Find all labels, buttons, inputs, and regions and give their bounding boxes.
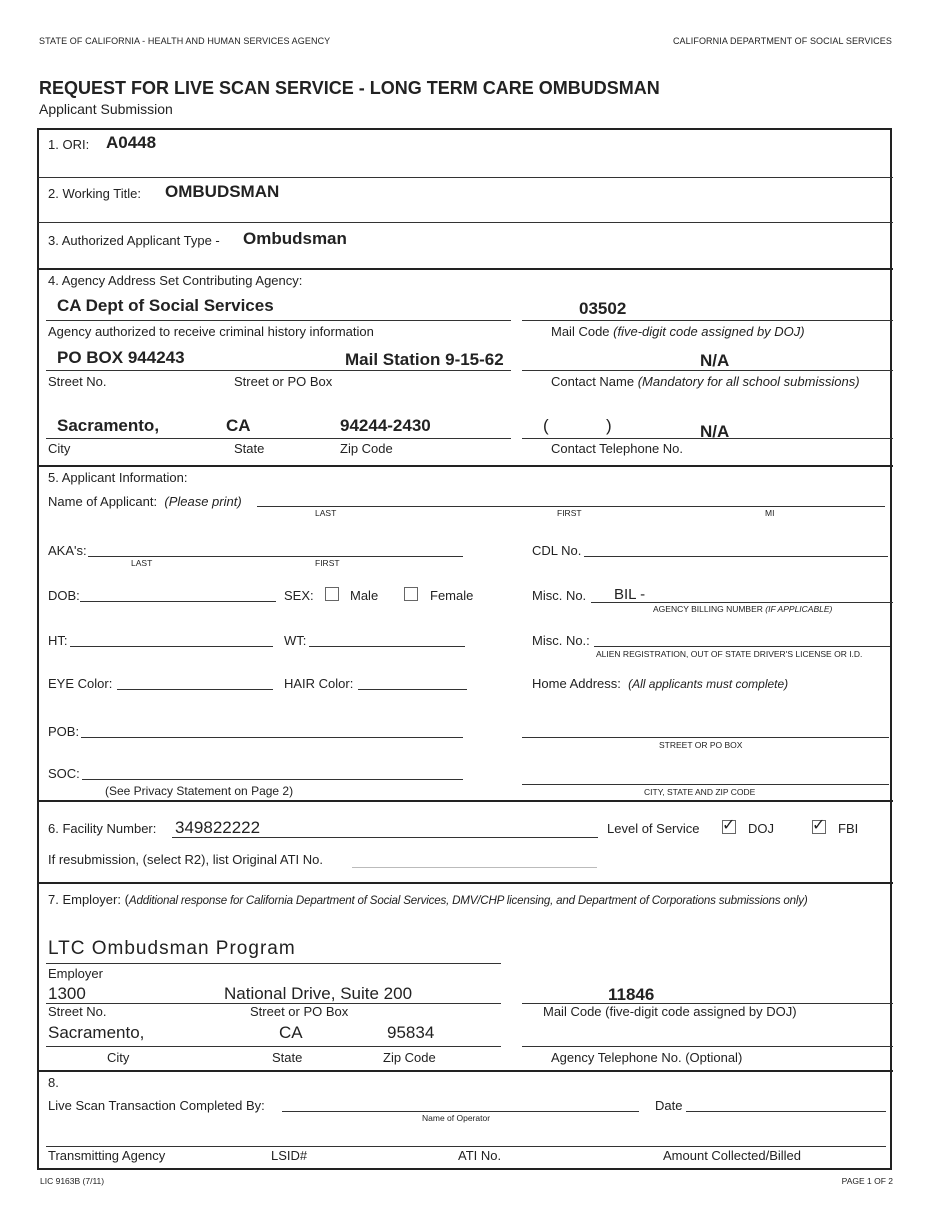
date-field[interactable] <box>686 1111 886 1112</box>
privacy-note: (See Privacy Statement on Page 2) <box>105 784 294 798</box>
employer-label: 7. Employer: (Additional response for California Department of Social Services, DMV/CHP licensing, and Department of Corporations submissions only) <box>48 892 808 907</box>
agency-address-label: 4. Agency Address Set Contributing Agency: <box>48 273 303 288</box>
weight-label: WT: <box>284 633 307 648</box>
form-subtitle: Applicant Submission <box>39 101 173 117</box>
city-value[interactable]: Sacramento, <box>57 416 160 435</box>
cdl-field[interactable] <box>584 556 888 557</box>
home-street-field[interactable] <box>522 737 889 738</box>
mi-caption: MI <box>765 508 775 518</box>
applicant-info-label: 5. Applicant Information: <box>48 470 188 485</box>
home-city-field[interactable] <box>522 784 889 785</box>
pob-field[interactable] <box>81 737 463 738</box>
phone-value[interactable]: N/A <box>700 422 730 441</box>
fbi-check-mark: ✓ <box>812 817 826 834</box>
employer-street-no-value[interactable]: 1300 <box>48 984 86 1003</box>
misc-no-2-label: Misc. No.: <box>532 633 590 648</box>
female-checkbox[interactable] <box>404 587 418 601</box>
city-underline <box>46 438 511 439</box>
street-no-caption: Street No. <box>48 374 107 389</box>
street-no-value[interactable]: PO BOX 944243 <box>57 348 185 367</box>
hair-color-label: HAIR Color: <box>284 676 354 691</box>
facility-number-value[interactable]: 349822222 <box>175 818 261 837</box>
mail-code-value[interactable]: 03502 <box>579 299 627 318</box>
street-value[interactable]: Mail Station 9-15-62 <box>345 350 504 369</box>
agency-name-caption: Agency authorized to receive criminal history information <box>48 324 374 339</box>
level-of-service-label: Level of Service <box>607 821 700 836</box>
home-address-label: Home Address: (All applicants must complete) <box>532 676 789 691</box>
applicant-type-value[interactable]: Ombudsman <box>243 229 347 248</box>
applicant-name-label: Name of Applicant: (Please print) <box>48 494 242 509</box>
zip-caption: Zip Code <box>340 441 393 456</box>
mail-code-caption: Mail Code (five-digit code assigned by DOJ) <box>551 324 805 339</box>
applicant-name-field[interactable] <box>257 506 885 507</box>
aka-last-caption: LAST <box>131 558 153 568</box>
section-divider <box>38 465 893 467</box>
male-checkbox[interactable] <box>325 587 339 601</box>
first-caption: FIRST <box>557 508 582 518</box>
employer-mail-code-caption: Mail Code (five-digit code assigned by DOJ) <box>543 1004 797 1019</box>
agency-header-left: STATE OF CALIFORNIA - HEALTH AND HUMAN SERVICES AGENCY <box>39 36 331 46</box>
aka-field[interactable] <box>88 556 463 557</box>
phone-paren-close: ) <box>606 416 612 435</box>
billing-number-caption: AGENCY BILLING NUMBER (IF APPLICABLE) <box>653 604 833 614</box>
section-divider <box>38 1070 893 1072</box>
ori-value[interactable]: A0448 <box>106 133 157 152</box>
original-ati-field[interactable] <box>352 867 597 868</box>
form-number: LIC 9163B (7/11) <box>40 1176 105 1186</box>
contact-name-underline <box>522 370 893 371</box>
employer-caption: Employer <box>48 966 103 981</box>
facility-number-field <box>172 837 598 838</box>
aka-label: AKA's: <box>48 543 87 558</box>
resubmission-label: If resubmission, (select R2), list Original ATI No. <box>48 852 324 867</box>
employer-zip-value[interactable]: 95834 <box>387 1023 435 1042</box>
height-label: HT: <box>48 633 68 648</box>
agency-header-right: CALIFORNIA DEPARTMENT OF SOCIAL SERVICES <box>672 36 892 46</box>
pob-label: POB: <box>48 724 80 739</box>
phone-paren-open: ( <box>543 416 549 435</box>
agency-phone-field[interactable] <box>522 1046 893 1047</box>
employer-mail-code-value[interactable]: 11846 <box>608 985 655 1004</box>
divider <box>38 177 893 178</box>
page-number: PAGE 1 OF 2 <box>841 1176 893 1186</box>
height-field[interactable] <box>70 646 273 647</box>
employer-city-caption: City <box>107 1050 130 1065</box>
dob-label: DOB: <box>48 588 80 603</box>
cdl-label: CDL No. <box>532 543 582 558</box>
divider <box>38 222 893 223</box>
dob-field[interactable] <box>80 601 276 602</box>
section-divider <box>38 800 893 802</box>
contact-name-caption: Contact Name (Mandatory for all school submissions) <box>551 374 860 389</box>
transmittal-underline <box>46 1146 886 1147</box>
amount-caption: Amount Collected/Billed <box>663 1148 802 1163</box>
agency-name-underline <box>46 320 511 321</box>
misc-no-field <box>591 602 893 603</box>
working-title-value[interactable]: OMBUDSMAN <box>165 182 280 201</box>
section-8-label: 8. <box>48 1075 59 1090</box>
employer-street-caption: Street or PO Box <box>250 1004 349 1019</box>
eye-color-label: EYE Color: <box>48 676 113 691</box>
employer-state-value[interactable]: CA <box>279 1023 303 1042</box>
completed-by-label: Live Scan Transaction Completed By: <box>48 1098 265 1113</box>
street-caption: Street or PO Box <box>234 374 333 389</box>
weight-field[interactable] <box>309 646 465 647</box>
agency-phone-caption: Agency Telephone No. (Optional) <box>551 1050 743 1065</box>
ati-caption: ATI No. <box>458 1148 502 1163</box>
facility-number-label: 6. Facility Number: <box>48 821 157 836</box>
doj-check-mark: ✓ <box>722 817 736 834</box>
sex-label: SEX: <box>284 588 314 603</box>
soc-field[interactable] <box>82 779 463 780</box>
misc-no-2-field[interactable] <box>594 646 890 647</box>
employer-city-value[interactable]: Sacramento, <box>48 1023 145 1042</box>
phone-underline <box>522 438 893 439</box>
operator-field[interactable] <box>282 1111 639 1112</box>
employer-value[interactable]: LTC Ombudsman Program <box>48 938 296 959</box>
working-title-label: 2. Working Title: <box>48 186 141 201</box>
section-divider <box>38 882 893 884</box>
state-value[interactable]: CA <box>226 416 251 435</box>
employer-zip-caption: Zip Code <box>383 1050 436 1065</box>
alien-registration-caption: ALIEN REGISTRATION, OUT OF STATE DRIVER'S LICENSE OR I.D. <box>596 649 863 659</box>
applicant-type-label: 3. Authorized Applicant Type - <box>48 233 220 248</box>
last-caption: LAST <box>315 508 337 518</box>
employer-street-value[interactable]: National Drive, Suite 200 <box>224 984 413 1003</box>
city-caption: City <box>48 441 71 456</box>
misc-no-label: Misc. No. <box>532 588 587 603</box>
employer-underline <box>46 963 501 964</box>
form-title: REQUEST FOR LIVE SCAN SERVICE - LONG TERM CARE OMBUDSMAN <box>39 78 660 98</box>
agency-name-value[interactable]: CA Dept of Social Services <box>57 296 274 315</box>
employer-state-caption: State <box>272 1050 303 1065</box>
section-divider <box>38 268 893 270</box>
fbi-label: FBI <box>838 821 859 836</box>
mail-code-underline <box>522 320 893 321</box>
employer-city-underline <box>46 1046 501 1047</box>
home-street-caption: STREET OR PO BOX <box>659 740 743 750</box>
soc-label: SOC: <box>48 766 80 781</box>
street-underline <box>46 370 511 371</box>
operator-caption: Name of Operator <box>422 1113 491 1123</box>
ori-label: 1. ORI: <box>48 137 90 152</box>
female-label: Female <box>430 588 474 603</box>
zip-value[interactable]: 94244-2430 <box>340 416 431 435</box>
transmitting-agency-caption: Transmitting Agency <box>48 1148 166 1163</box>
lsid-caption: LSID# <box>271 1148 308 1163</box>
home-city-caption: CITY, STATE AND ZIP CODE <box>644 787 756 797</box>
employer-street-no-caption: Street No. <box>48 1004 107 1019</box>
hair-color-field[interactable] <box>358 689 467 690</box>
eye-color-field[interactable] <box>117 689 273 690</box>
phone-caption: Contact Telephone No. <box>551 441 684 456</box>
state-caption: State <box>234 441 265 456</box>
date-label: Date <box>655 1098 683 1113</box>
male-label: Male <box>350 588 379 603</box>
misc-no-value[interactable]: BIL - <box>614 586 646 603</box>
doj-label: DOJ <box>748 821 774 836</box>
contact-name-value[interactable]: N/A <box>700 351 730 370</box>
aka-first-caption: FIRST <box>315 558 340 568</box>
